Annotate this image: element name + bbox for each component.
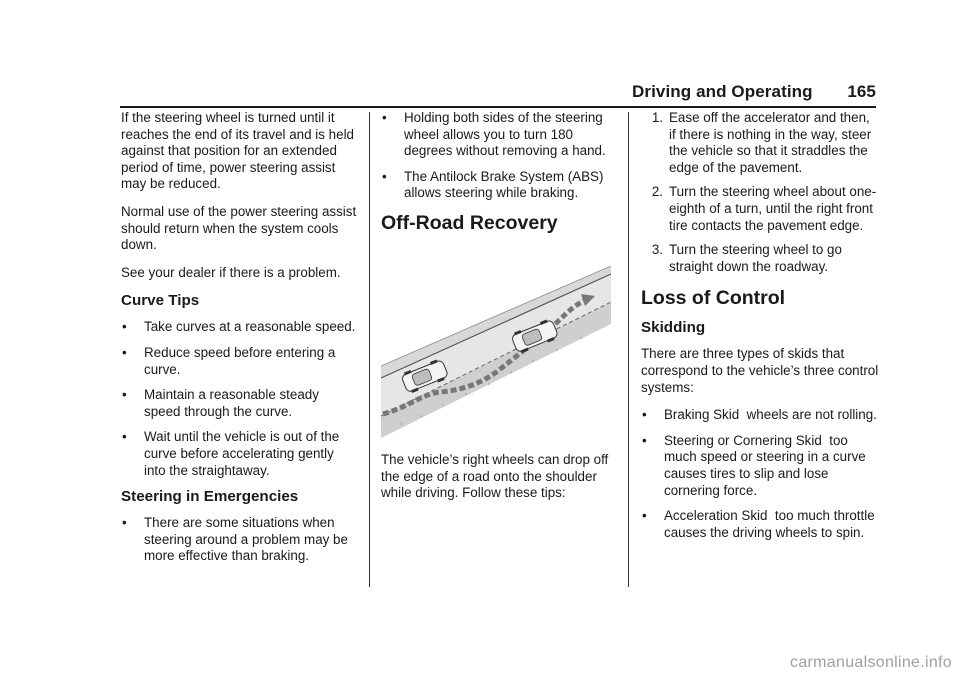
numbered-step: [641, 242, 879, 275]
bullet-mark: •: [122, 429, 127, 445]
list-item: [121, 515, 359, 565]
bullet-mark: •: [122, 319, 127, 335]
skid-name: Acceleration Skid: [664, 508, 768, 524]
step-text: Turn the steering wheel about one-eighth of a turn, until the right front tire contacts the pavement edge.: [669, 184, 877, 233]
column-divider: [628, 112, 629, 587]
step-number: 2.: [651, 184, 663, 200]
list-item: [121, 319, 359, 336]
column-left: [121, 110, 359, 574]
list-item: [641, 407, 879, 424]
skid-name: Braking Skid: [664, 407, 740, 423]
step-text: Turn the steering wheel to go straight down the roadway.: [669, 242, 842, 274]
bullet-mark: •: [382, 110, 387, 125]
section-title: Driving and Operating: [632, 82, 813, 101]
list-item: [121, 387, 359, 420]
paragraph: Normal use of the power steering assist should return when the system cools down.: [121, 203, 357, 253]
header-rule: [120, 106, 876, 108]
skid-description: too much throttle causes the driving wheels to spin.: [664, 508, 875, 540]
list-item-text: Holding both sides of the steering wheel allows you to turn 180 degrees without removing a hand.: [404, 110, 606, 159]
list-item: [121, 345, 359, 378]
bullet-mark: •: [122, 387, 127, 403]
numbered-step: [641, 110, 879, 176]
skid-description: wheels are not rolling.: [746, 407, 877, 423]
steering-emergencies-heading: Steering in Emergencies: [121, 488, 299, 506]
list-item: [381, 110, 621, 160]
numbered-step: [641, 184, 879, 234]
skid-description: too much speed or steering in a curve causes tires to slip and lose cornering force.: [664, 432, 866, 498]
list-item: [121, 429, 359, 479]
list-item-text: Reduce speed before entering a curve.: [144, 344, 336, 377]
skid-separator: [767, 508, 774, 523]
column-middle: [381, 110, 621, 513]
off-road-recovery-heading: Off-Road Recovery: [381, 211, 558, 234]
step-text: Ease off the accelerator and then, if there is nothing in the way, steer the vehicle so that it straddles the edge of the pavement.: [669, 110, 872, 175]
list-item: [381, 169, 621, 202]
list-item-text: Wait until the vehicle is out of the curve before accelerating gently into the straightaway.: [144, 429, 340, 478]
bullet-mark: •: [122, 344, 127, 360]
step-number: 3.: [651, 242, 663, 258]
list-item-text: The Antilock Brake System (ABS) allows steering while braking.: [404, 168, 604, 201]
step-number: 1.: [651, 110, 663, 125]
column-divider: [369, 112, 370, 587]
paragraph: The vehicle’s right wheels can drop off the edge of a road onto the shoulder while driving. Follow these tips:: [381, 451, 609, 501]
page-header: [632, 82, 876, 106]
bullet-mark: •: [642, 407, 647, 423]
list-item-text: Take curves at a reasonable speed.: [144, 319, 356, 335]
skid-separator: [739, 407, 746, 422]
paragraph: See your dealer if there is a problem.: [121, 264, 341, 280]
off-road-recovery-illustration: [381, 266, 611, 438]
bullet-mark: •: [122, 515, 127, 531]
page-number: 165: [847, 82, 876, 101]
bullet-mark: •: [642, 432, 647, 448]
list-item: [641, 433, 879, 499]
skidding-heading: Skidding: [641, 319, 706, 337]
list-item-text: There are some situations when steering around a problem may be more effective than braking.: [144, 515, 348, 564]
curve-tips-heading: Curve Tips: [121, 292, 200, 310]
column-right: [641, 110, 879, 550]
paragraph: There are three types of skids that correspond to the vehicle’s three control systems:: [641, 346, 879, 395]
loss-of-control-heading: Loss of Control: [641, 287, 786, 310]
bullet-mark: •: [642, 508, 647, 524]
bullet-mark: •: [382, 168, 387, 184]
list-item: [641, 508, 879, 541]
watermark-text: carmanualsonline.info: [790, 654, 952, 671]
list-item-text: Maintain a reasonable steady speed through the curve.: [144, 387, 319, 419]
skid-name: Steering or Cornering Skid: [664, 432, 822, 448]
paragraph: If the steering wheel is turned until it reaches the end of its travel and is held against that position for an extended period of time, power steering assist may be reduced.: [121, 110, 354, 192]
